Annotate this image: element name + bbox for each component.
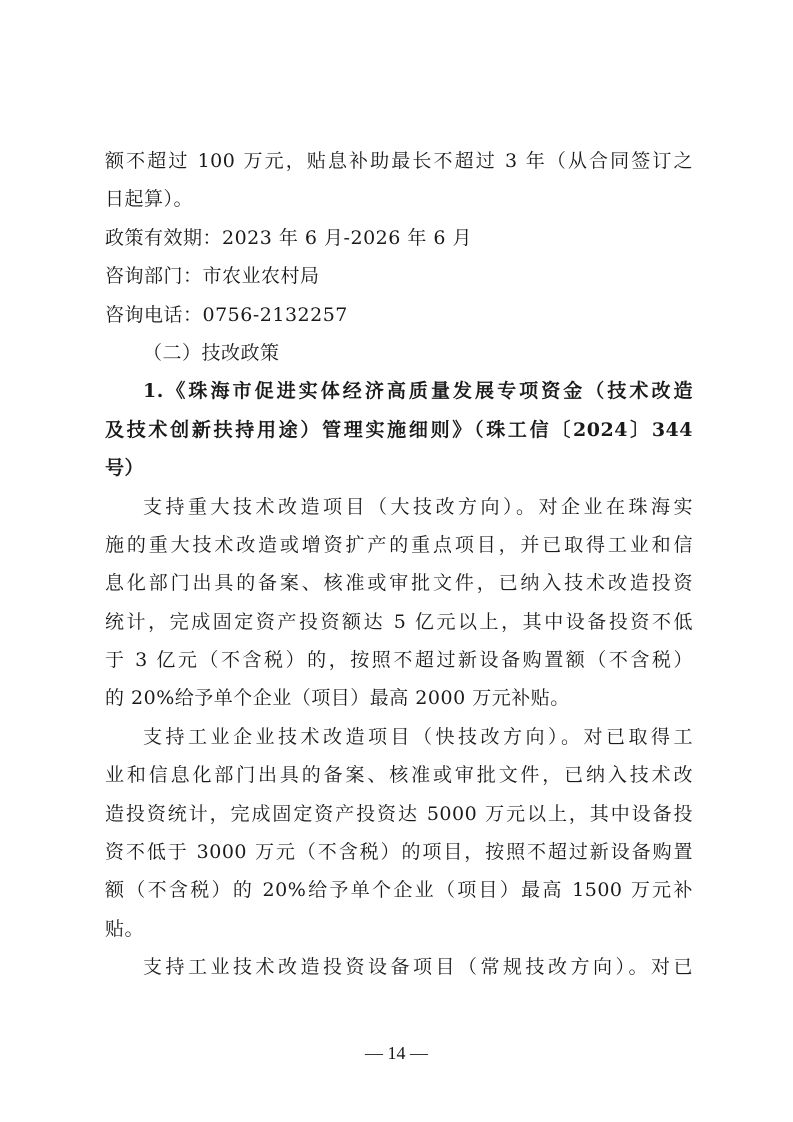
section-heading: （二）技改政策 [143, 341, 280, 364]
policy-validity-line: 政策有效期：2023 年 6 月-2026 年 6 月 [105, 226, 473, 249]
paragraph-line: 施的重大技术改造或增资扩产的重点项目，并已取得工业和信 [105, 533, 693, 556]
text-line: 额不超过 100 万元，贴息补助最长不超过 3 年（从合同签订之 [105, 150, 693, 172]
paragraph-line: 支持工业技术改造投资设备项目（常规技改方向）。对已 [143, 956, 693, 979]
policy-title-line: 及技术创新扶持用途）管理实施细则》（珠工信〔2024〕344 [105, 418, 693, 441]
policy-title-line: 1.《珠海市促进实体经济高质量发展专项资金（技术改造 [143, 380, 693, 403]
paragraph-line: 于 3 亿元（不含税）的，按照不超过新设备购置额（不含税） [105, 649, 693, 672]
policy-title-line: 号） [105, 457, 145, 480]
paragraph-line: 支持工业企业技术改造项目（快技改方向）。对已取得工 [143, 725, 693, 748]
paragraph-line: 资不低于 3000 万元（不含税）的项目，按照不超过新设备购置 [105, 841, 693, 864]
text-line: 日起算）。 [105, 188, 194, 211]
paragraph-line: 的 20%给予单个企业（项目）最高 2000 万元补贴。 [105, 687, 570, 710]
consult-phone-line: 咨询电话：0756-2132257 [105, 303, 348, 326]
consult-department-line: 咨询部门：市农业农村局 [105, 265, 320, 288]
paragraph-line: 支持重大技术改造项目（大技改方向）。对企业在珠海实 [143, 495, 693, 518]
paragraph-line: 造投资统计，完成固定资产投资达 5000 万元以上，其中设备投 [105, 802, 693, 825]
paragraph-line: 业和信息化部门出具的备案、核准或审批文件，已纳入技术改 [105, 764, 693, 787]
paragraph-line: 贴。 [105, 917, 145, 940]
document-body [105, 142, 693, 987]
page-number: — 14 — [365, 1043, 428, 1063]
paragraph-line: 额（不含税）的 20%给予单个企业（项目）最高 1500 万元补 [105, 879, 693, 902]
paragraph-line: 统计，完成固定资产投资额达 5 亿元以上，其中设备投资不低 [105, 610, 693, 633]
paragraph-line: 息化部门出具的备案、核准或审批文件，已纳入技术改造投资 [105, 572, 693, 595]
